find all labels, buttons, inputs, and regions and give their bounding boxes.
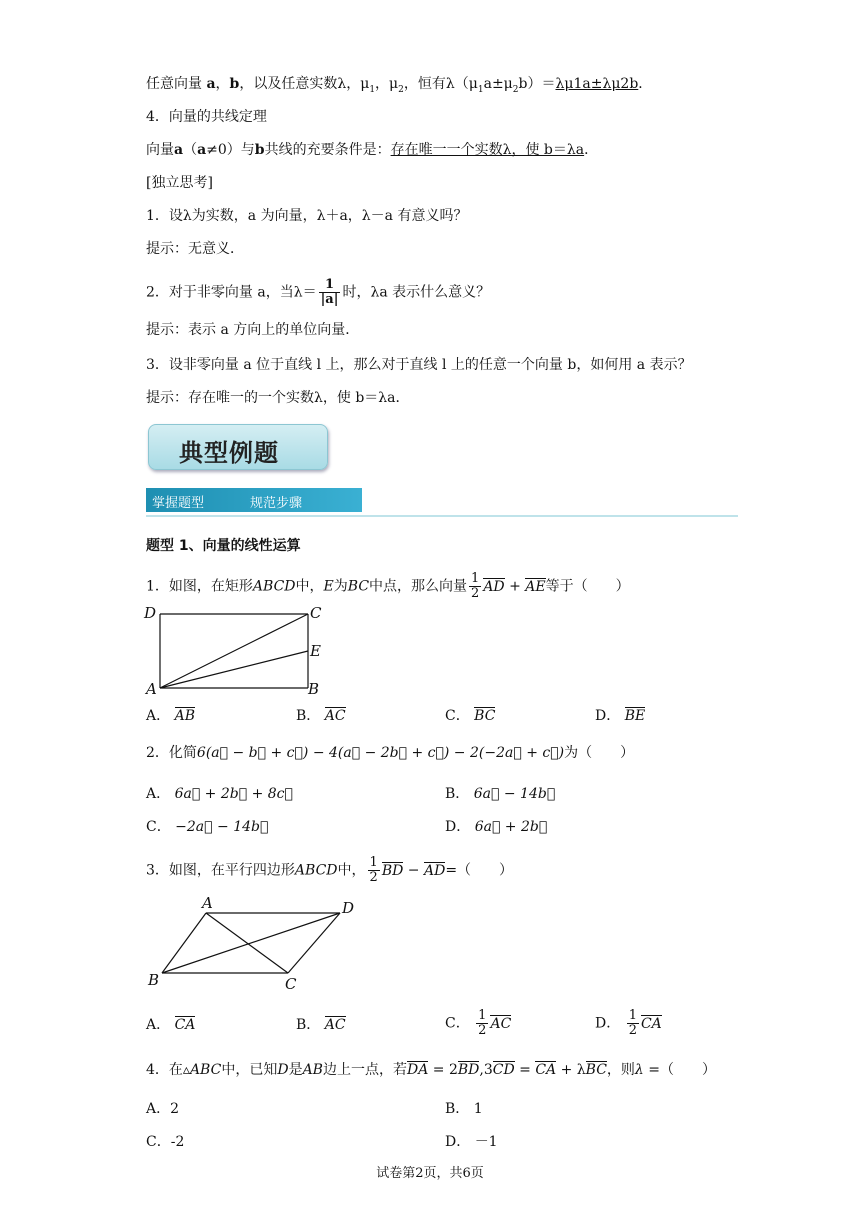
q3-label-C: C xyxy=(285,975,297,993)
q1-option-c[interactable]: C． BC xyxy=(445,708,496,724)
fraction-1-over-norm-a: $\frac{1}{|a|}$ xyxy=(320,277,339,307)
q4-option-d[interactable]: D． －1 xyxy=(445,1134,498,1150)
q3-label-B: B xyxy=(148,971,160,989)
q2-option-d[interactable]: D． 6a⃗ + 2b⃗ xyxy=(445,819,548,835)
linearity-rule-line: 任意向量 a，b，以及任意实数λ，$\mu_1$，$\mu_2$，恒有$\lambda(\mu_1a\pm\mu_2b)=\lambda\mu 1a\pm\lambda\mu 2b$． xyxy=(146,76,653,95)
q2-option-a[interactable]: A． 6a⃗ + 2b⃗ + 8c⃗ xyxy=(146,786,293,802)
collinear-theorem-line: 向量a（a≠0）与b共线的充要条件是：存在唯一一个实数λ，使 b＝λa． xyxy=(146,142,599,158)
q1-option-b[interactable]: B． AC xyxy=(296,708,346,724)
q1-label-A: A xyxy=(146,680,157,698)
page-footer: 试卷第2页，共6页 xyxy=(376,1166,484,1181)
think-hint-3: 提示：存在唯一的一个实数λ，使 b＝λa． xyxy=(146,390,410,406)
think-hint-1: 提示：无意义． xyxy=(146,241,244,257)
section-tag-bar: 掌握题型 规范步骤 xyxy=(146,488,362,512)
q2-option-c[interactable]: C． −2a⃗ − 14b⃗ xyxy=(146,819,269,835)
q1-option-d[interactable]: D． BE xyxy=(595,708,646,724)
q4-stem: 4．在▵ABC中，已知D是AB边上一点，若DA = 2BD,3CD = CA + λBC，则λ =（ ） xyxy=(146,1062,716,1078)
q3-option-b[interactable]: B． AC xyxy=(296,1017,346,1033)
q1-stem: 1．如图，在矩形ABCD中，E为BC中点，那么向量 $\frac{1}{2}$ AD + AE等于（ ） xyxy=(146,571,630,601)
think-question-3: 3．设非零向量 a 位于直线 l 上，那么对于直线 l 上的任意一个向量 b，如何用 a 表示？ xyxy=(146,357,692,373)
q4-option-c[interactable]: C．-2 xyxy=(146,1134,185,1150)
question-type-title: 题型 1、向量的线性运算 xyxy=(146,538,301,554)
think-question-1: 1．设λ为实数，a 为向量，λ＋a，λ－a 有意义吗？ xyxy=(146,208,468,224)
q3-option-a[interactable]: A． CA xyxy=(146,1017,196,1033)
q3-option-c[interactable]: C． $\frac{1}{2}$ AC xyxy=(445,1008,512,1038)
q3-stem: 3．如图，在平行四边形ABCD中， $\frac{1}{2}$ BD − AD=（ ） xyxy=(146,855,514,885)
q2-stem: 2．化简6(a⃗ − b⃗ + c⃗) − 4(a⃗ − 2b⃗ + c⃗) − 2(−2a⃗ + c⃗)为（ ） xyxy=(146,745,635,761)
q3-label-A: A xyxy=(202,894,213,912)
think-hint-2: 提示：表示 a 方向上的单位向量． xyxy=(146,322,360,338)
q3-parallelogram-figure xyxy=(140,893,370,993)
q1-label-B: B xyxy=(308,680,320,698)
q1-option-a[interactable]: A． AB xyxy=(146,708,195,724)
section-divider xyxy=(146,515,738,517)
q1-rectangle-figure xyxy=(140,600,330,700)
q1-label-D: D xyxy=(144,604,157,622)
q4-option-b[interactable]: B． 1 xyxy=(445,1101,483,1117)
q3-label-D: D xyxy=(342,899,355,917)
q3-option-d[interactable]: D． $\frac{1}{2}$ CA xyxy=(595,1008,662,1038)
q1-label-E: E xyxy=(310,642,321,660)
section-4-title: 4．向量的共线定理 xyxy=(146,109,267,125)
independent-thinking-label: [独立思考] xyxy=(146,175,213,191)
q2-option-b[interactable]: B． 6a⃗ − 14b⃗ xyxy=(445,786,556,802)
think-question-2: 2．对于非零向量 a，当λ＝ $\frac{1}{|a|}$ 时，λa 表示什么意义？ xyxy=(146,277,491,307)
q1-label-C: C xyxy=(310,604,322,622)
typical-examples-heading: 典型例题 xyxy=(148,424,328,470)
q4-option-a[interactable]: A．2 xyxy=(146,1101,180,1117)
